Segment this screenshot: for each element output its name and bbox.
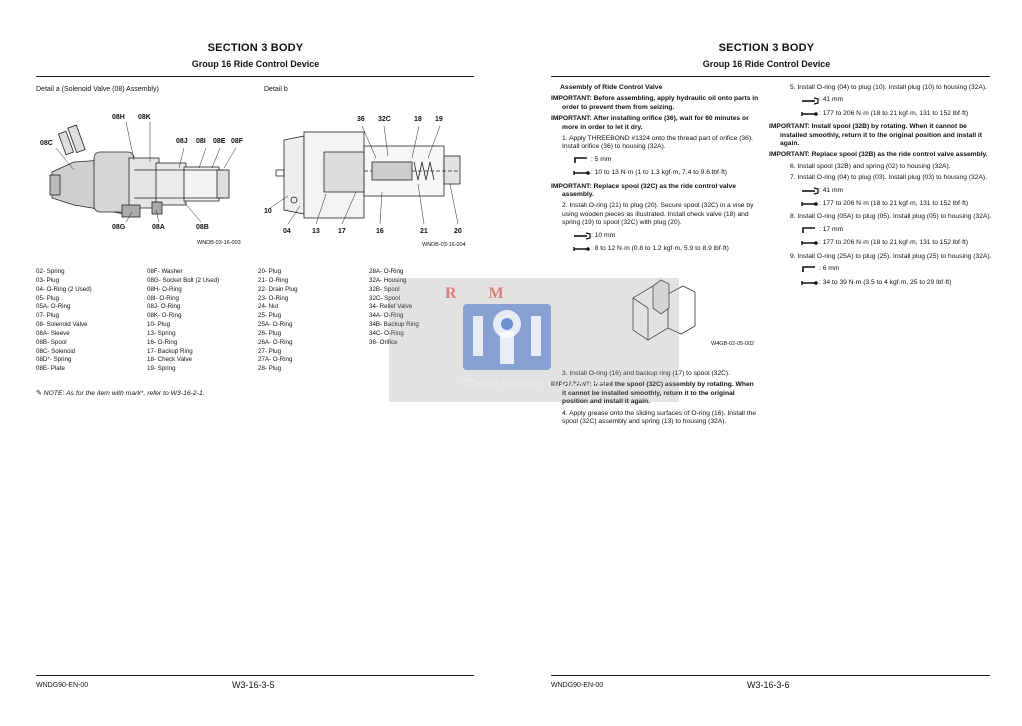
callout-08j: 08J	[176, 138, 188, 145]
torque-spec	[573, 169, 759, 177]
legend-item: 34C- O-Ring	[369, 329, 404, 337]
tool-spec	[573, 232, 759, 240]
legend-item: 20- Plug	[258, 268, 282, 275]
watermark-slogan: Cheap Reliable Guaranteed	[462, 376, 611, 390]
legend-item: 13- Spring	[147, 329, 176, 337]
figure-code-b: WNDB-03-16-004	[422, 242, 466, 248]
section-title: SECTION 3 BODY	[207, 42, 304, 54]
spec-value: : 10 to 13 N·m (1 to 1.3 kgf·m, 7.4 to 9.6 lbf·ft)	[591, 169, 728, 177]
hex-wrench-icon	[801, 226, 819, 234]
legend-item: 16- O-Ring	[147, 338, 178, 346]
footer-rule	[551, 675, 990, 676]
solenoid-valve-illustration	[34, 110, 254, 235]
important-note: IMPORTANT: Install spool (32B) by rotating. When it cannot be installed smoothly, return it to the original position and install it again.	[769, 123, 982, 148]
figure-code: W4GB-02-05-002	[711, 340, 755, 347]
important-note: IMPORTANT: Replace spool (32C) as the ride control valve assembly.	[551, 182, 736, 199]
legend-item: 24- Nut	[258, 303, 279, 311]
callout-08e: 08E	[213, 138, 226, 145]
callout-08b: 08B	[196, 224, 209, 231]
legend-item: 08K- O-Ring	[147, 312, 182, 320]
note-pencil-icon: ✎	[36, 390, 42, 397]
torque-wrench-icon	[801, 239, 819, 247]
torque-wrench-icon	[573, 245, 591, 253]
tool-spec	[573, 156, 759, 164]
group-title: Group 16 Ride Control Device	[191, 59, 320, 69]
legend-item: 28- Plug	[258, 365, 282, 373]
spec-value: : 41 mm	[819, 186, 844, 194]
torque-wrench-icon	[801, 110, 819, 118]
callout-04: 04	[283, 228, 291, 235]
footer-rule	[36, 675, 474, 676]
legend-item: 08A- Sleeve	[36, 329, 70, 337]
torque-spec	[801, 200, 992, 208]
callout-32c: 32C	[378, 116, 391, 123]
legend-column-3	[258, 268, 298, 374]
callout-20: 20	[454, 228, 462, 235]
watermark-logo-icon	[461, 302, 553, 372]
note-text: NOTE: As for the item with mark*, refer to W3-16-2-1.	[43, 390, 205, 397]
tool-spec	[801, 96, 992, 104]
legend-item: 21- O-Ring	[258, 276, 289, 284]
legend-item: 32B- Spool	[369, 285, 400, 293]
legend-item: 34- Relief Valve	[369, 303, 413, 311]
legend-item: 02- Spring	[36, 268, 65, 275]
spec-value: : 34 to 39 N·m (3.5 to 4 kgf·m, 25 to 29 lbf·ft)	[819, 278, 952, 286]
torque-spec	[573, 245, 759, 253]
legend-item: 26- Plug	[258, 329, 282, 337]
callout-21: 21	[420, 228, 428, 235]
legend-column-2	[147, 268, 219, 374]
legend-item: 28A- O-Ring	[369, 268, 404, 275]
step-5: 5. Install O-ring (04) to plug (10). Install plug (10) to housing (32A).	[790, 84, 988, 91]
footer-page-number: W3-16-3-5	[232, 680, 275, 690]
legend-item: 08F- Washer	[147, 268, 183, 275]
callout-08i: 08I	[196, 138, 206, 145]
legend-item: 07- Plug	[36, 312, 60, 320]
footer-page-number: W3-16-3-6	[747, 680, 790, 690]
legend-item: 10- Plug	[147, 321, 171, 329]
step-1: 1. Apply THREEBOND #1324 onto the thread part of orifice (36). Install orifice (36) to housing (32A).	[562, 135, 753, 151]
legend-item: 25- Plug	[258, 312, 282, 320]
callout-16: 16	[376, 228, 384, 235]
detail-a-caption: Detail a (Solenoid Valve (08) Assembly)	[36, 86, 159, 93]
step-4: 4. Apply grease onto the sliding surfaces of O-ring (16). Install the spool (32C) assembly and spring (13) to housing (32A).	[562, 409, 757, 425]
detail-b-caption: Detail b	[264, 86, 288, 93]
legend-item: 05A- O-Ring	[36, 303, 71, 311]
callout-13: 13	[312, 228, 320, 235]
spanner-icon	[801, 97, 819, 105]
legend-item: 26A- O-Ring	[258, 338, 293, 346]
legend-item: 08- Solenoid Valve	[36, 321, 88, 329]
torque-wrench-icon	[801, 279, 819, 287]
important-note: IMPORTANT: After installing orifice (36), wait for 60 minutes or more in order to let it dry.	[551, 115, 749, 131]
step-9: 9. Install O-ring (25A) to plug (25). Install plug (25) to housing (32A).	[790, 252, 992, 260]
callout-36: 36	[357, 116, 365, 123]
spec-value: : 177 to 206 N·m (18 to 21 kgf·m, 131 to 152 lbf·ft)	[819, 109, 969, 117]
legend-item: 32A- Housing	[369, 276, 407, 284]
figure-code-a: WNDB-03-16-003	[197, 240, 241, 246]
callout-18: 18	[414, 116, 422, 123]
torque-spec	[801, 239, 992, 247]
instructions-column-2	[769, 84, 992, 292]
callout-08k: 08K	[138, 114, 151, 121]
important-note: IMPORTANT: Install the spool (32C) assembly by rotating. When it cannot be installed smoothly, return it to the original position and install it again.	[551, 381, 754, 406]
legend-item: 04- O-Ring (2 Used)	[36, 285, 92, 293]
step-7: 7. Install O-ring (04) to plug (03). Install plug (03) to housing (32A).	[790, 174, 988, 182]
spec-value: : 41 mm	[819, 96, 844, 104]
tool-spec	[801, 187, 992, 195]
footer-doc-code: WNDG90-EN-00	[551, 682, 604, 689]
important-note: IMPORTANT: Before assembling, apply hydraulic oil onto parts in order to prevent them from seizing.	[551, 95, 759, 111]
torque-spec	[801, 110, 992, 118]
spec-value: : 5 mm	[591, 155, 612, 163]
header-rule	[36, 76, 474, 77]
legend-item: 18- Check Valve	[147, 356, 192, 364]
legend-item: 17- Backup Ring	[147, 347, 193, 355]
legend-item: 08C- Solenoid	[36, 347, 76, 355]
legend-item: 08B- Spool	[36, 338, 67, 346]
legend-item: 22- Drain Plug	[258, 285, 298, 293]
footer-doc-code: WNDG90-EN-00	[36, 682, 89, 689]
spec-value: : 6 mm	[819, 265, 840, 273]
spanner-icon	[801, 187, 819, 195]
spec-value: : 8 to 12 N·m (0.8 to 1.2 kgf·m, 5.9 to 8.9 lbf·ft)	[591, 245, 729, 253]
legend-item: 23- O-Ring	[258, 294, 289, 302]
callout-08f: 08F	[231, 138, 244, 145]
spec-value: : 17 mm	[819, 225, 844, 233]
torque-spec	[801, 279, 992, 287]
step-3: 3. Install O-ring (16) and backup ring (17) to spool (32C).	[562, 369, 731, 377]
legend-item: 08E- Plate	[36, 365, 65, 373]
callout-10: 10	[264, 208, 272, 215]
legend-item: 27- Plug	[258, 347, 282, 355]
legend-item: 34A- O-Ring	[369, 312, 404, 320]
group-title: Group 16 Ride Control Device	[702, 59, 831, 69]
legend-item: 08D*- Spring	[36, 356, 72, 364]
legend-item: 32C- Spool	[369, 294, 400, 302]
spec-value: : 177 to 206 N·m (18 to 21 kgf·m, 131 to 152 lbf·ft)	[819, 200, 969, 208]
legend-item: 19- Spring	[147, 365, 176, 373]
callout-19: 19	[435, 116, 443, 123]
callout-08a: 08A	[152, 224, 165, 231]
legend-item: 36- Orifice	[369, 338, 398, 346]
torque-wrench-icon	[573, 169, 591, 177]
callout-17: 17	[338, 228, 346, 235]
important-note: IMPORTANT: Replace spool (32B) as the ride control valve assembly.	[769, 151, 988, 159]
legend-item: 08J- O-Ring	[147, 303, 181, 311]
note	[36, 389, 205, 397]
legend-item: 25A- O-Ring	[258, 321, 293, 329]
spanner-icon	[573, 232, 591, 240]
legend-item: 05- Plug	[36, 294, 60, 302]
valve-cross-section-illustration	[264, 122, 474, 232]
legend-item: 08G- Socket Bolt (2 Used)	[147, 276, 220, 284]
callout-08c: 08C	[40, 140, 53, 147]
tool-spec	[801, 226, 992, 234]
section-title: SECTION 3 BODY	[718, 42, 815, 54]
procedure-heading: Assembly of Ride Control Valve	[560, 84, 663, 91]
hex-wrench-icon	[573, 156, 591, 164]
legend-item: 34B- Backup Ring	[369, 321, 419, 329]
legend-item: 08H- O-Ring	[147, 285, 182, 293]
watermark-letters: R M	[445, 285, 518, 302]
torque-wrench-icon	[801, 200, 819, 208]
header-rule	[551, 76, 990, 77]
callout-08g: 08G	[112, 224, 126, 231]
legend-column-1	[36, 268, 92, 374]
spec-value: : 177 to 206 N·m (18 to 21 kgf·m, 131 to 152 lbf·ft)	[819, 239, 969, 247]
legend-item: 08I- O-Ring	[147, 294, 179, 302]
legend-item: 27A- O-Ring	[258, 356, 293, 364]
step-8: 8. Install O-ring (05A) to plug (05). Install plug (05) to housing (32A).	[790, 213, 992, 221]
step-6: 6. Install spool (32B) and spring (02) to housing (32A).	[790, 162, 951, 170]
legend-item: 03- Plug	[36, 276, 60, 284]
hex-wrench-icon	[801, 265, 819, 273]
callout-08h: 08H	[112, 114, 125, 121]
tool-spec	[801, 265, 992, 273]
spec-value: : 10 mm	[591, 231, 616, 239]
step-2: 2. Install O-ring (21) to plug (20). Secure spool (32C) in a vise by using wooden pieces as illustrated. Install check valve (18) and spring (19) to spool (32C) with plug (20).	[562, 202, 754, 227]
